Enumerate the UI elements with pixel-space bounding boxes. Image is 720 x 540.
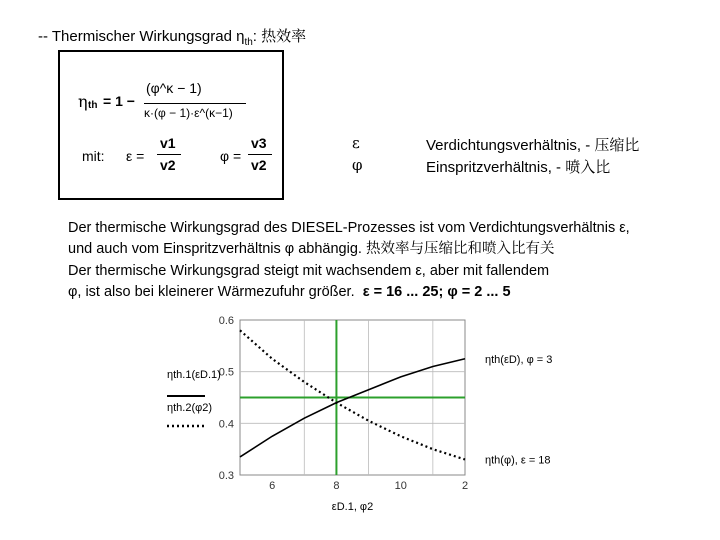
body-line-3: Der thermische Wirkungsgrad steigt mit wachsendem ε, aber mit fallendem: [68, 262, 550, 279]
heading-subscript: th: [244, 37, 253, 48]
y-axis-label-top: ηth.1(εD.1): [167, 369, 221, 381]
legend-symbols: [352, 134, 363, 178]
epsilon-symbol: ε: [352, 134, 360, 152]
y-tick-label-3: 0.3: [218, 470, 234, 482]
x-tick-label-0: 6: [269, 480, 276, 492]
y-tick-label-2: 0.4: [218, 418, 234, 431]
legend-texts: [426, 134, 639, 178]
body-line-4-a: φ, ist also bei kleinerer Wärmezufuhr größer.: [68, 283, 355, 300]
body-paragraph: [68, 218, 708, 303]
series-1-annotation: ηth(φ), ε = 18: [485, 454, 551, 467]
series-line-0: [240, 359, 465, 457]
series-line-1: [240, 330, 465, 459]
formula-box: [58, 50, 284, 200]
phi-symbol: φ: [352, 156, 363, 174]
y-axis-label-bottom: ηth.2(φ2): [167, 402, 213, 414]
eta-subscript: th: [88, 100, 98, 111]
y-tick-label-0: 0.6: [218, 315, 234, 327]
formula-denominator: κ·(φ − 1)·ε^(κ−1): [144, 106, 233, 120]
y-tick-label-1: 0.5: [218, 366, 234, 379]
body-line-4: [68, 282, 708, 303]
body-line-4-b: ε = 16 ... 25; φ = 2 ... 5: [362, 283, 511, 300]
series-0-annotation: ηth(εD), φ = 3: [485, 353, 553, 366]
phi-def: φ =: [220, 148, 242, 164]
x-tick-label-3: 2: [461, 480, 469, 492]
heading-suffix: : 热效率: [252, 28, 307, 45]
section-heading: [38, 25, 306, 48]
epsilon-description: Verdichtungsverhältnis, - 压缩比: [426, 137, 640, 154]
eta-symbol: η: [78, 92, 88, 111]
epsilon-def: ε =: [126, 148, 145, 164]
mit-label: mit:: [82, 148, 105, 164]
formula-fraction-line: [144, 103, 246, 104]
v2b-label: v2: [251, 157, 267, 173]
v3-label: v3: [251, 135, 267, 151]
x-tick-label-1: 8: [333, 480, 340, 492]
x-tick-label-2: 10: [394, 480, 407, 492]
body-line-2: und auch vom Einspritzverhältnis φ abhängig. 热效率与压缩比和喷入比有关: [68, 241, 555, 258]
v1-label: v1: [160, 135, 176, 151]
efficiency-chart: [165, 308, 585, 528]
epsilon-fraction-line: [157, 154, 181, 155]
formula-numerator: (φ^κ − 1): [146, 80, 202, 96]
heading-text: -- Thermischer Wirkungsgrad η: [38, 28, 245, 45]
v2-label: v2: [160, 157, 176, 173]
phi-description: Einspritzverhältnis, - 喷入比: [426, 159, 611, 176]
phi-fraction-line: [248, 154, 272, 155]
eq-one-minus: = 1 −: [103, 93, 135, 109]
body-line-1: Der thermische Wirkungsgrad des DIESEL-Prozesses ist vom Verdichtungsverhältnis ε,: [68, 220, 630, 236]
x-axis-label: εD.1, φ2: [331, 501, 374, 513]
